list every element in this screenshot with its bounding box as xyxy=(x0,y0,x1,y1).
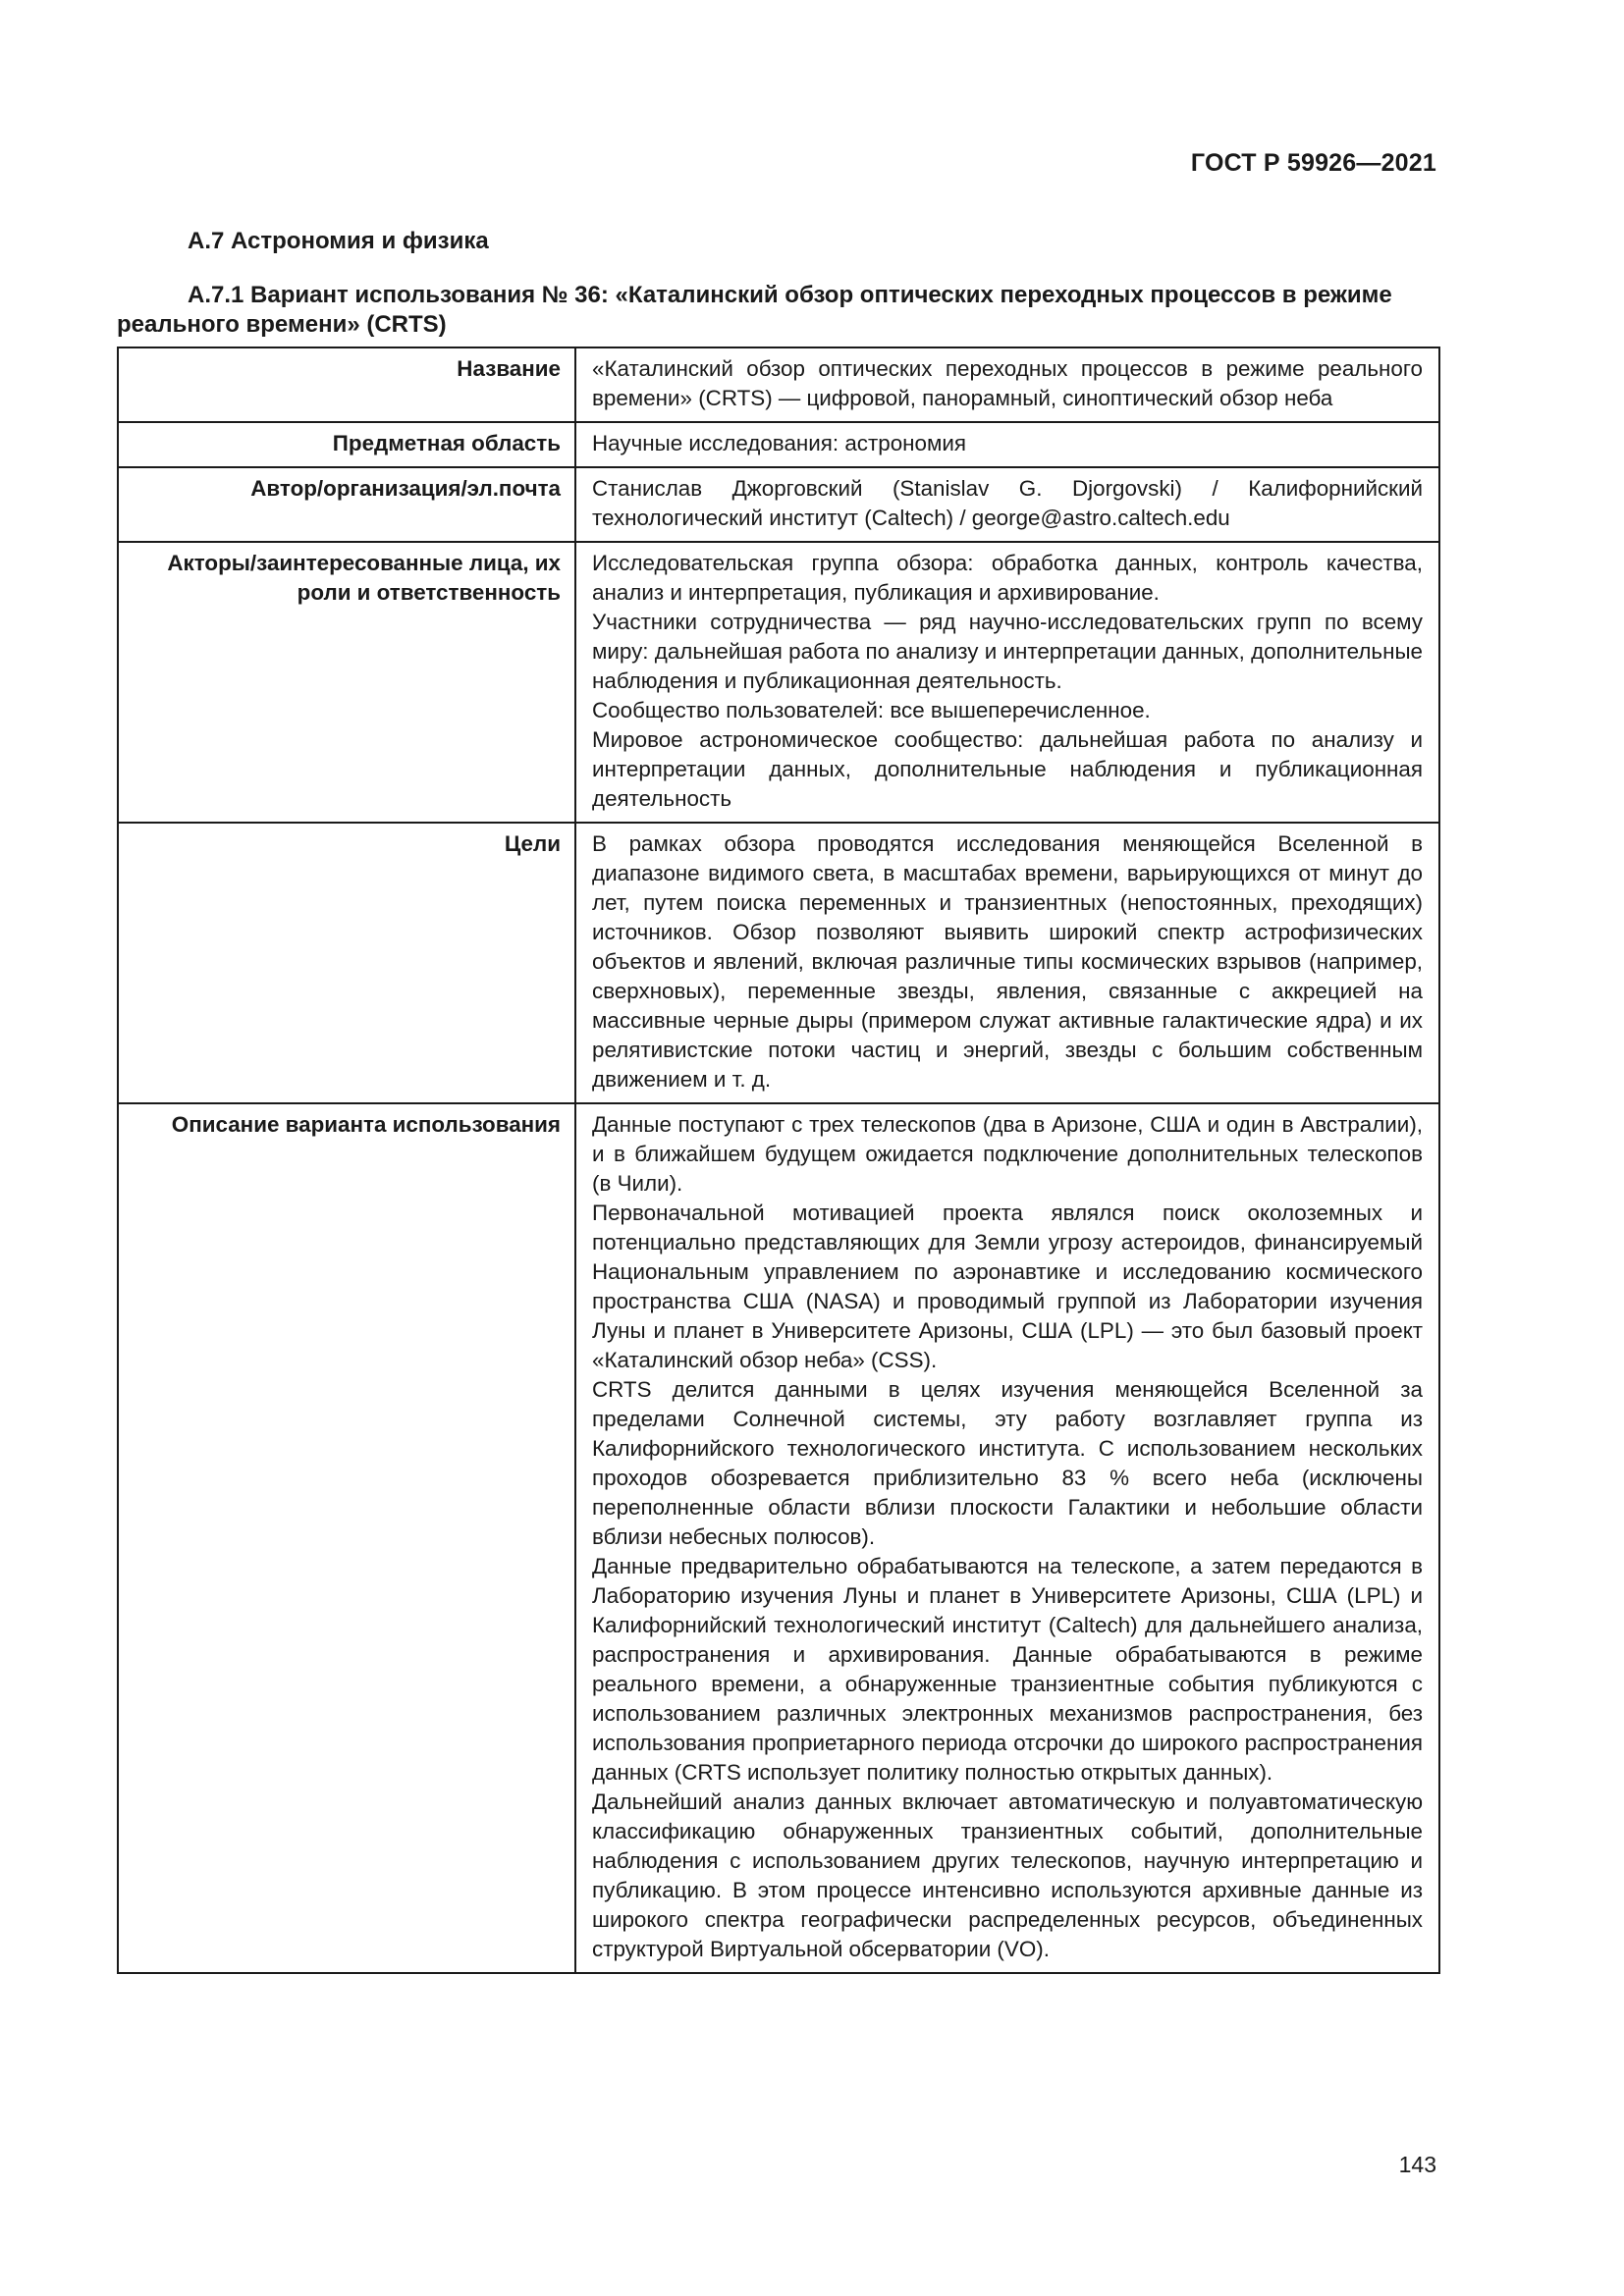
table-row-name xyxy=(118,347,1439,422)
standard-code: ГОСТ Р 59926—2021 xyxy=(1190,149,1436,177)
row-label-actors: Акторы/заинтересованные лица, их роли и ответственность xyxy=(118,542,575,823)
table-row-goals xyxy=(118,823,1439,1103)
table-row-description xyxy=(118,1103,1439,1973)
value-paragraph: Первоначальной мотивацией проекта являлся поиск околоземных и потенциально представляющих для Земли угрозу астероидов, финансируемый Национальным управлением по аэронавтике и исследованию космического пространства США (NASA) и проводимый группой из Лаборатории изучения Луны и планет в Университете Аризоны, США (LPL) — это был базовый проект «Каталинский обзор неба» (CSS). xyxy=(592,1201,1423,1372)
section-title: А.7 Астрономия и физика xyxy=(188,228,489,254)
value-paragraph: Участники сотрудничества — ряд научно-исследовательских групп по всему миру: дальнейшая работа по анализу и интерпретации данных, дополнительные наблюдения и публикационная деятельность. xyxy=(592,610,1423,693)
row-label-goals: Цели xyxy=(118,823,575,1103)
row-label-description: Описание варианта использования xyxy=(118,1103,575,1973)
row-value-actors xyxy=(575,542,1439,823)
value-paragraph: Исследовательская группа обзора: обработка данных, контроль качества, анализ и интерпретация, публикация и архивирование. xyxy=(592,551,1423,605)
row-value-goals xyxy=(575,823,1439,1103)
use-case-table xyxy=(117,347,1440,1974)
value-paragraph: Данные поступают с трех телескопов (два в Аризоне, США и один в Австралии), и в ближайшем будущем ожидается подключение дополнительных телескопов (в Чили). xyxy=(592,1112,1423,1196)
table-row-author xyxy=(118,467,1439,542)
table-row-subject-area xyxy=(118,422,1439,467)
value-paragraph: Мировое астрономическое сообщество: дальнейшая работа по анализу и интерпретации данных, дополнительные наблюдения и публикационная деятельность xyxy=(592,727,1423,811)
value-paragraph: Дальнейший анализ данных включает автоматическую и полуавтоматическую классификацию обнаруженных транзиентных событий, дополнительные наблюдения с использованием других телескопов, научную интерпретацию и публикацию. В этом процессе интенсивно используются архивные данные из широкого спектра географически распределенных ресурсов, объединенных структурой Виртуальной обсерватории (VO). xyxy=(592,1789,1423,1961)
row-value-author xyxy=(575,467,1439,542)
value-paragraph: CRTS делится данными в целях изучения меняющейся Вселенной за пределами Солнечной системы, эту работу возглавляет группа из Калифорнийского технологического института. С использованием нескольких проходов обозревается приблизительно 83 % всего неба (исключены переполненные области вблизи плоскости Галактики и небольшие области вблизи небесных полюсов). xyxy=(592,1377,1423,1549)
subsection-title: А.7.1 Вариант использования № 36: «Каталинский обзор оптических переходных процессов в режиме реального времени» (CRTS) xyxy=(117,282,1392,338)
value-paragraph: «Каталинский обзор оптических переходных процессов в режиме реального времени» (CRTS) — цифровой, панорамный, синоптический обзор неба xyxy=(592,356,1423,410)
row-label-author: Автор/организация/эл.почта xyxy=(118,467,575,542)
value-paragraph: Данные предварительно обрабатываются на телескопе, а затем передаются в Лабораторию изучения Луны и планет в Университете Аризоны, США (LPL) и Калифорнийский технологический институт (Caltech) для дальнейшего анализа, распространения и архивирования. Данные обрабатываются в режиме реального времени, а обнаруженные транзиентные события публикуются с использованием различных электронных механизмов распространения, без использования проприетарного периода отсрочки до широкого распространения данных (CRTS использует политику полностью открытых данных). xyxy=(592,1554,1423,1785)
row-label-name: Название xyxy=(118,347,575,422)
value-paragraph: В рамках обзора проводятся исследования меняющейся Вселенной в диапазоне видимого света, в масштабах времени, варьирующихся от минут до лет, путем поиска переменных и транзиентных (непостоянных, преходящих) источников. Обзор позволяют выявить широкий спектр астрофизических объектов и явлений, включая различные типы космических взрывов (например, сверхновых), переменные звезды, явления, связанные с аккрецией на массивные черные дыры (примером служат активные галактические ядра) и их релятивистские потоки частиц и энергий, звезды с большим собственным движением и т. д. xyxy=(592,831,1423,1092)
row-value-description xyxy=(575,1103,1439,1973)
row-value-subject-area xyxy=(575,422,1439,467)
row-value-name xyxy=(575,347,1439,422)
value-paragraph: Научные исследования: астрономия xyxy=(592,431,966,455)
value-paragraph: Станислав Джорговский (Stanislav G. Djorgovski) / Калифорнийский технологический институт (Caltech) / george@astro.caltech.edu xyxy=(592,476,1423,530)
page-number: 143 xyxy=(1398,2152,1436,2177)
table-row-actors xyxy=(118,542,1439,823)
row-label-subject-area: Предметная область xyxy=(118,422,575,467)
value-paragraph: Сообщество пользователей: все вышеперечисленное. xyxy=(592,698,1151,722)
